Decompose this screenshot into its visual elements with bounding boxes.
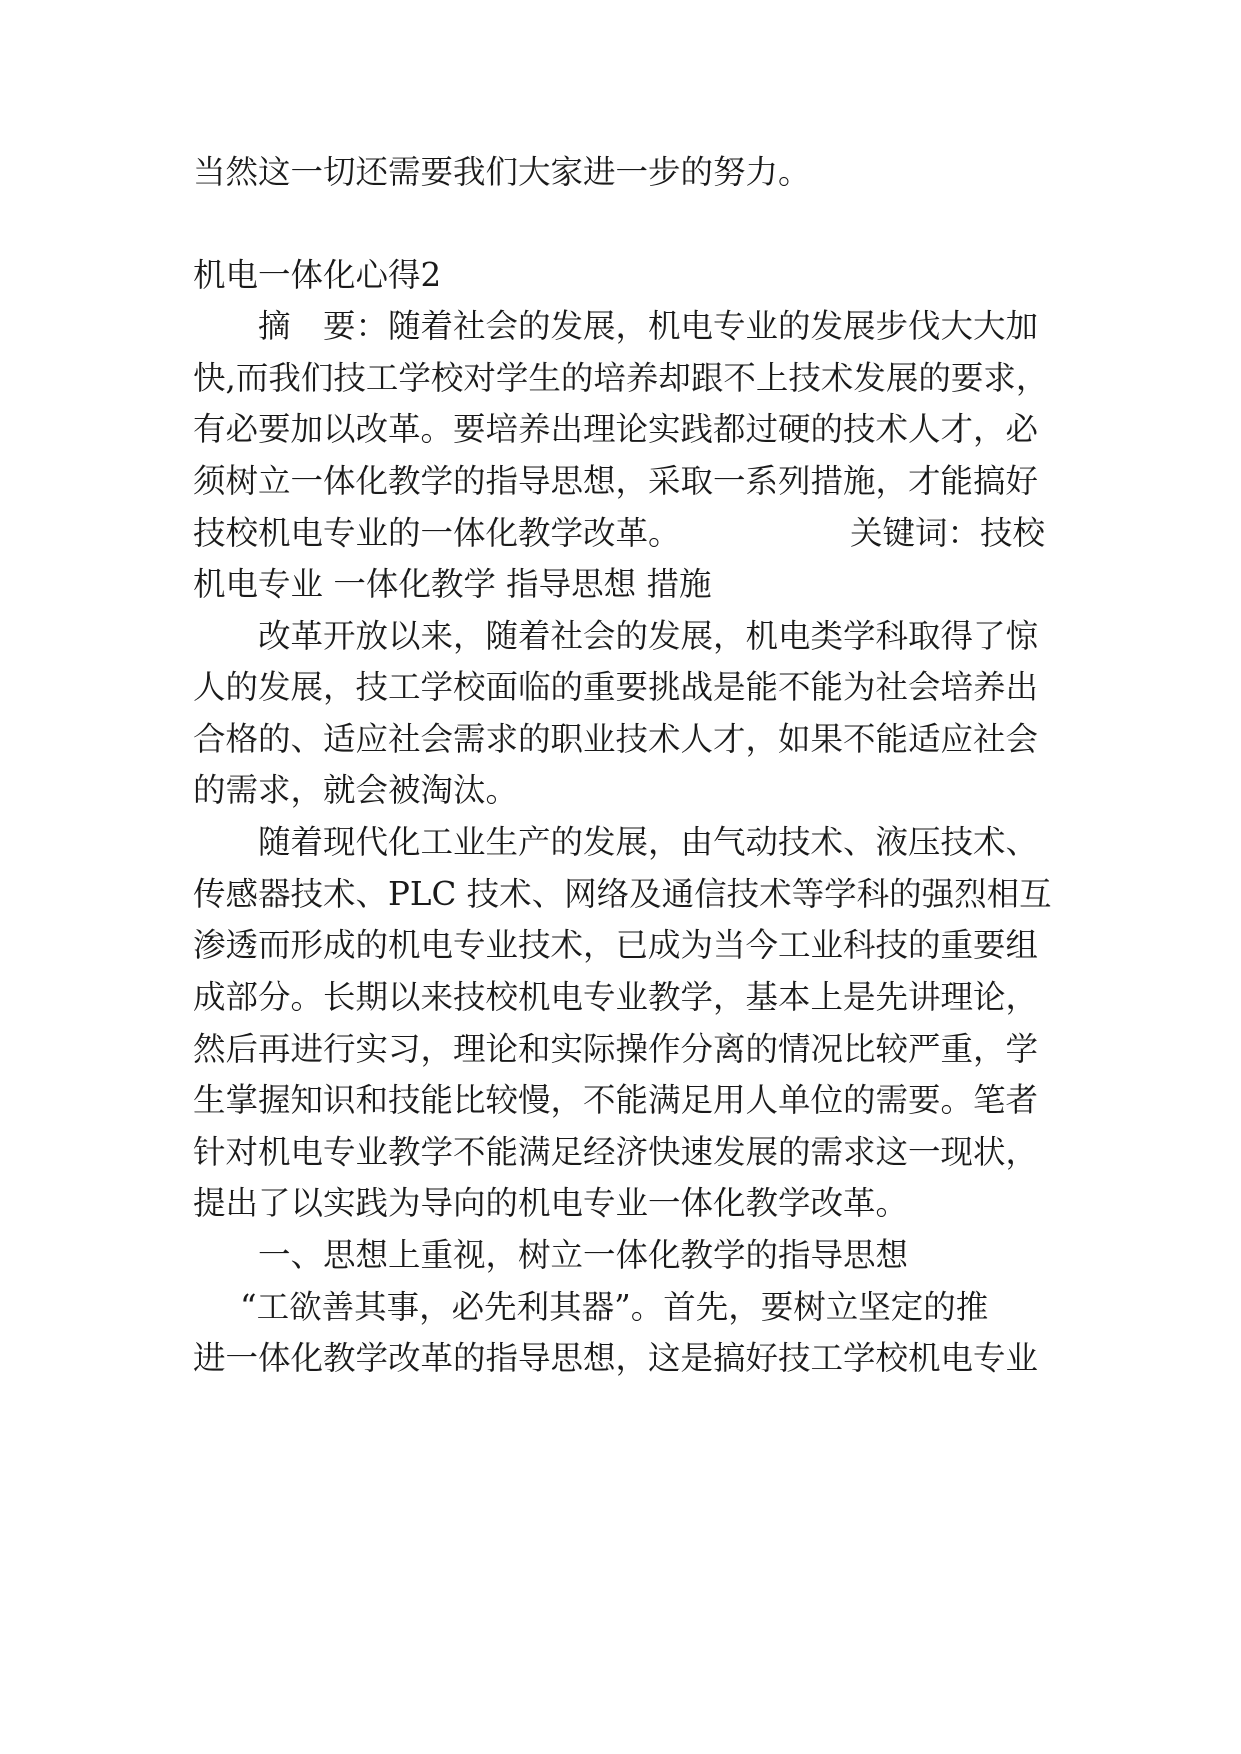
paragraph-line: 改革开放以来，随着社会的发展，机电类学科取得了惊	[258, 617, 1039, 655]
paragraph-line: “工欲善其事，必先利其器”。首先，要树立坚定的推	[240, 1288, 989, 1326]
paragraph-line: 生掌握知识和技能比较慢，不能满足用人单位的需要。笔者	[193, 1081, 1039, 1119]
paragraph-line: 人的发展，技工学校面临的重要挑战是能不能为社会培养出	[193, 668, 1039, 706]
paragraph-line: 传感器技术、PLC 技术、网络及通信技术等学科的强烈相互	[193, 875, 1052, 913]
abstract-line: 快,而我们技工学校对学生的培养却跟不上技术发展的要求，	[193, 359, 1049, 397]
paragraph-line: 合格的、适应社会需求的职业技术人才，如果不能适应社会	[193, 720, 1039, 758]
paragraph-line: 提出了以实践为导向的机电专业一体化教学改革。	[193, 1184, 909, 1222]
abstract-line: 技校机电专业的一体化教学改革。	[193, 514, 681, 552]
keywords-line: 机电专业 一体化教学 指导思想 措施	[193, 565, 712, 603]
paragraph-line: 进一体化教学改革的指导思想，这是搞好技工学校机电专业	[193, 1339, 1039, 1377]
section-heading: 一、思想上重视，树立一体化教学的指导思想	[258, 1236, 909, 1274]
paragraph-line: 渗透而形成的机电专业技术，已成为当今工业科技的重要组	[193, 926, 1039, 964]
section-title: 机电一体化心得2	[193, 256, 442, 294]
keywords-label: 关键词：技校	[850, 514, 1046, 552]
paragraph-line: 针对机电专业教学不能满足经济快速发展的需求这一现状，	[193, 1133, 1039, 1171]
paragraph-line: 成部分。长期以来技校机电专业教学，基本上是先讲理论，	[193, 978, 1039, 1016]
abstract-line: 有必要加以改革。要培养出理论实践都过硬的技术人才，必	[193, 410, 1039, 448]
paragraph-line: 的需求，就会被淘汰。	[193, 771, 519, 809]
abstract-line: 摘 要：随着社会的发展，机电专业的发展步伐大大加	[258, 307, 1039, 345]
closing-line: 当然这一切还需要我们大家进一步的努力。	[193, 153, 811, 191]
abstract-line: 须树立一体化教学的指导思想，采取一系列措施，才能搞好	[193, 462, 1039, 500]
paragraph-line: 随着现代化工业生产的发展，由气动技术、液压技术、	[258, 823, 1039, 861]
paragraph-line: 然后再进行实习，理论和实际操作分离的情况比较严重，学	[193, 1030, 1039, 1068]
